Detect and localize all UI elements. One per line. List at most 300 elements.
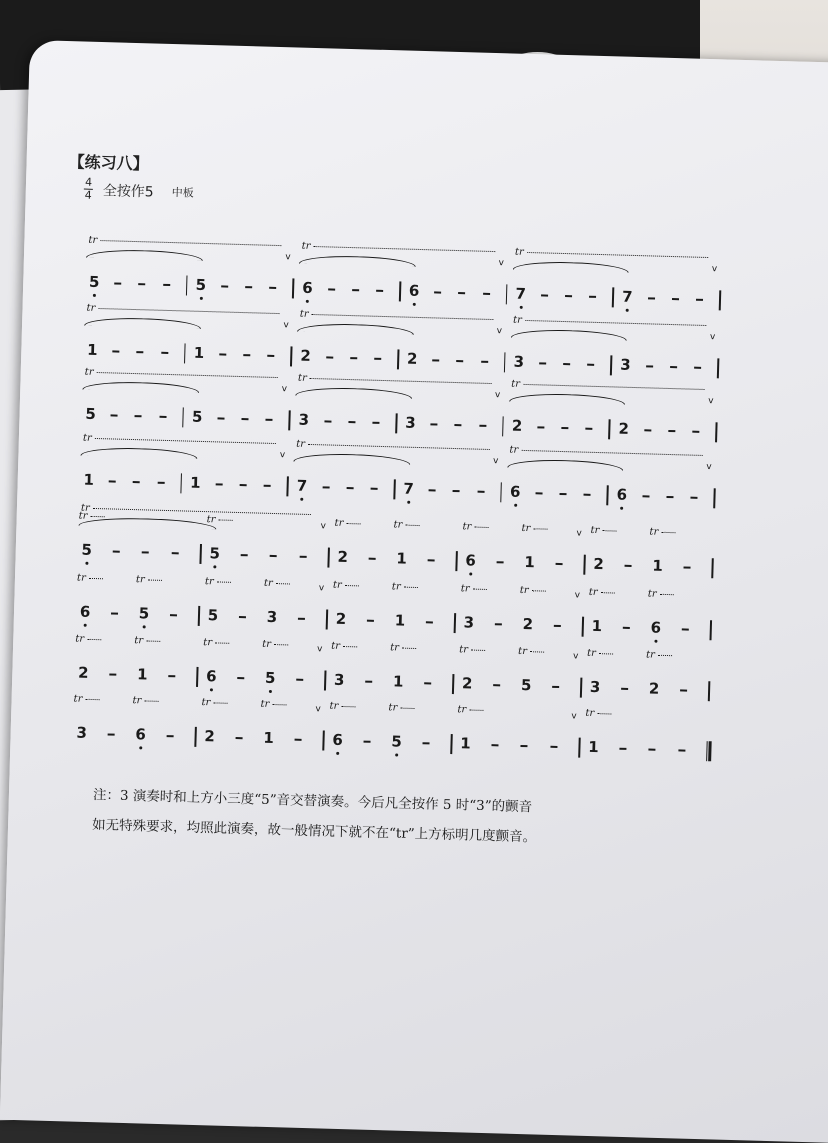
trill-mark: tr [299,308,309,320]
trill-mark: tr [509,444,519,456]
dash-mark [552,686,559,688]
note: 2 [335,609,347,629]
dash-mark [350,357,357,359]
dash-mark [481,361,488,363]
dash-mark [111,414,118,416]
trill-mark: tr [297,372,307,384]
trill-mark: tr [390,642,400,654]
note: 6 [302,278,313,297]
trill-mark: tr [388,702,398,714]
dash-mark [561,427,568,429]
slur-mark [296,387,413,399]
dash-mark [642,495,649,497]
trill-mark: tr [391,581,401,593]
note: 1 [588,737,599,757]
dash-mark [137,351,144,353]
dash-mark [560,493,567,495]
barline [397,349,399,369]
trill-mark: tr [86,302,96,314]
barline [455,551,457,571]
dash-mark [221,285,228,287]
note: 6 [650,618,662,637]
dash-mark [264,485,271,487]
barline [327,548,329,568]
dash-mark [157,482,164,484]
trill-mark: tr [132,695,142,707]
note: 1 [396,549,408,568]
trill-mark: tr [517,645,528,658]
slur-mark [294,453,411,465]
score-row [70,633,711,699]
note: 3 [333,670,345,690]
barline [324,670,326,690]
breath-mark: v [318,583,325,594]
barline [450,734,452,754]
note: 2 [511,416,523,435]
barline [198,606,200,626]
note: 7 [621,287,633,306]
dash-mark [363,741,370,743]
dash-mark [112,550,119,552]
trill-mark: tr [295,438,306,450]
breath-mark: v [498,258,505,269]
final-barline [706,741,712,761]
dash-mark [587,364,594,366]
note: 3 [266,607,278,627]
dash-mark [240,554,247,556]
dash-mark [672,298,679,300]
breath-mark: v [709,332,716,343]
note: 3 [404,413,416,432]
dash-mark [217,417,224,419]
dash-mark [243,354,250,356]
note: 3 [76,723,88,742]
barline [186,275,188,295]
note: 1 [189,473,201,492]
barline [184,343,186,363]
barline [393,479,395,499]
dash-mark [168,675,175,677]
note: 1 [591,616,603,636]
dash-mark [458,292,465,294]
dash-mark [328,288,335,290]
barline [290,346,292,366]
barline [289,410,291,430]
barline [399,281,401,301]
slur-mark [511,329,628,341]
barline [612,287,614,307]
barline [607,485,609,505]
breath-mark: v [320,521,327,532]
trill-mark: tr [75,633,85,645]
note: 5 [88,272,100,292]
note: 2 [648,679,660,698]
footnote [92,780,743,858]
slur-mark [86,249,203,261]
dash-mark [666,496,673,498]
dash-mark [648,749,655,751]
note: 2 [618,419,630,438]
barline [326,609,328,629]
dash-mark [453,490,460,492]
dash-mark [424,682,431,684]
dash-mark [668,430,675,432]
note: 3 [298,410,310,429]
note: 6 [408,281,420,300]
trill-mark: tr [511,378,521,390]
note: 2 [300,346,312,365]
time-signature-top: 4 [84,175,93,189]
dash-mark [114,282,121,284]
dash-mark [619,748,626,750]
breath-mark: v [283,320,289,331]
dash-mark [171,552,178,554]
trill-mark: tr [458,644,469,656]
note: 7 [296,476,308,495]
dash-mark [241,418,248,420]
breath-mark: v [315,704,321,715]
dash-mark [535,492,542,494]
dash-mark [690,497,697,499]
dash-mark [368,558,375,560]
score-row [72,572,713,638]
trill-mark: tr [82,432,92,444]
footnote-line-2: 如无特殊要求，均照此演奏，故一般情况下就不在“tr”上方标明几度颤音。 [91,817,537,846]
dash-mark [692,431,699,433]
trill-mark: tr [645,649,656,661]
dash-mark [477,491,484,493]
barline [194,727,196,747]
note: 1 [652,556,664,575]
trill-mark: tr [462,521,472,533]
dash-mark [266,419,273,421]
footnote-label: 注： [92,787,121,804]
dash-mark [346,487,353,489]
dash-mark [646,365,653,367]
dash-mark [563,363,570,365]
dash-mark [219,353,226,355]
breath-mark: v [279,450,286,461]
dash-mark [541,294,548,296]
dash-mark [479,425,486,427]
dash-mark [678,749,685,751]
slur-mark [78,517,216,530]
dash-mark [326,356,333,358]
note: 2 [77,663,89,682]
trill-mark: tr [76,572,86,584]
dash-mark [238,616,245,618]
trill-mark: tr [586,647,597,660]
trill-mark: tr [262,638,272,650]
breath-mark: v [571,711,577,722]
dash-mark [431,423,438,425]
barline [505,284,507,304]
dash-mark [365,681,372,683]
dash-mark [550,746,557,748]
note: 6 [332,730,344,750]
barline [580,678,582,698]
breath-mark: v [706,462,712,473]
note: 5 [264,668,276,688]
breath-mark: v [494,390,501,401]
note: 2 [522,614,534,634]
dash-mark [457,360,464,362]
dash-mark [434,291,441,293]
note: 5 [81,540,93,559]
dash-mark [237,677,244,679]
slur-mark [509,393,626,405]
breath-mark: v [572,651,579,662]
note: 5 [138,604,150,623]
note: 3 [589,677,601,697]
breath-mark: v [492,456,499,467]
dash-mark [374,358,381,360]
note: 3 [463,613,475,632]
dash-mark [493,684,500,686]
dash-mark [694,367,701,369]
breath-mark: v [281,384,288,395]
trill-mark: tr [204,576,214,588]
note: 5 [391,732,403,751]
trill-mark: tr [263,577,273,589]
trill-mark: tr [512,314,522,326]
dash-mark [352,289,359,291]
dash-mark [589,296,596,298]
dash-mark [370,488,377,490]
dash-mark [107,733,114,735]
trill-mark: tr [206,514,216,526]
dash-mark [109,480,116,482]
barline [292,278,294,298]
note: 1 [524,553,536,572]
dash-mark [425,621,432,623]
dash-mark [135,415,142,417]
trill-mark: tr [590,524,600,537]
trill-mark: tr [301,240,311,252]
barline [715,422,717,442]
note: 1 [136,665,148,684]
note: 6 [135,725,147,744]
trill-mark: tr [135,574,145,586]
breath-mark: v [708,396,714,407]
barline [719,290,721,310]
dash-mark [585,428,592,430]
dash-mark [245,286,252,288]
trill-mark: tr [332,579,342,591]
dash-mark [422,742,429,744]
dash-mark [696,299,703,301]
dash-mark [621,688,628,690]
slur-mark [80,447,197,459]
barline [196,667,198,687]
dash-mark [680,689,687,691]
trill-mark: tr [393,519,403,531]
trill-mark: tr [201,697,211,709]
dash-mark [366,620,373,622]
note: 2 [204,727,216,746]
tempo-label: 中板 [171,185,194,200]
dash-mark [494,623,501,625]
trill-mark: tr [134,635,144,647]
score-row [75,432,716,506]
breath-mark: v [711,264,718,275]
dash-mark [269,287,276,289]
dash-mark [683,566,690,568]
note: 1 [86,340,98,360]
dash-mark [166,735,173,737]
slur-mark [82,381,199,393]
note: 1 [392,672,404,691]
dash-mark [553,625,560,627]
trill-mark: tr [80,502,90,514]
note: 2 [337,547,349,567]
barline [199,544,201,564]
note: 6 [79,602,91,621]
trill-mark: tr [88,234,98,246]
barline [287,476,289,496]
score-row [77,366,718,440]
barline [610,355,612,375]
breath-mark: v [576,528,582,539]
dash-mark [322,486,329,488]
trill-mark: tr [647,588,657,600]
note: 3 [513,352,525,371]
dash-mark [644,429,651,431]
note: 1 [193,343,205,362]
breath-mark: v [285,252,291,263]
slur-mark [512,261,629,273]
footnote-line-1: 3 演奏时和上方小三度“5”音交替演奏。今后凡全按作 5 时“3”的颤音 [119,787,533,816]
trill-mark: tr [519,584,529,597]
trill-mark: tr [521,522,531,535]
trill-mark: tr [78,510,88,522]
dash-mark [142,551,149,553]
trill-mark: tr [73,693,83,705]
slur-mark [299,255,416,267]
barline [504,352,506,372]
barline [708,681,710,701]
note: 5 [191,407,203,426]
trill-mark: tr [457,704,467,716]
fingering-label: 全按作5 [102,182,154,201]
dash-mark [240,484,247,486]
barline [710,620,712,640]
dash-mark [584,494,591,496]
dash-mark [348,421,355,423]
barline [711,558,713,578]
dash-mark [432,359,439,361]
dash-mark [267,355,274,357]
breath-mark: v [316,644,323,655]
dash-mark [296,679,303,681]
dash-mark [681,628,688,630]
note: 5 [195,275,207,295]
barline [578,738,580,758]
breath-mark: v [496,326,503,337]
note: 6 [205,667,217,686]
note: 3 [620,355,631,374]
dash-mark [455,424,462,426]
dash-mark [624,565,631,567]
dash-mark [133,481,140,483]
header-meta [84,177,195,205]
note: 5 [209,544,221,563]
trill-mark: tr [84,366,94,378]
trill-mark: tr [203,637,213,649]
trill-mark: tr [260,698,270,710]
note: 1 [83,470,95,489]
dash-mark [670,366,677,368]
dash-mark [112,350,119,352]
dash-mark [647,297,654,299]
barline [713,488,715,508]
trill-mark: tr [331,640,341,652]
dash-mark [622,627,629,629]
dash-mark [235,737,242,739]
dash-mark [376,290,383,292]
breath-mark: v [574,590,581,601]
trill-mark: tr [585,707,595,720]
barline [395,413,397,433]
slur-mark [84,317,201,329]
dash-mark [496,561,503,563]
note: 5 [520,675,532,695]
note: 2 [593,554,605,574]
dash-mark [537,426,544,428]
barline [180,473,182,493]
dash-mark [539,362,546,364]
note: 1 [460,734,471,753]
slur-mark [297,323,414,335]
barline [583,555,585,575]
dash-mark [427,559,434,561]
note: 6 [509,482,521,501]
note: 1 [394,611,406,630]
trill-mark: tr [334,517,344,529]
score-row [68,693,709,759]
note: 2 [406,349,418,368]
dash-mark [297,618,304,620]
score-row [74,502,715,576]
dash-mark [215,483,222,485]
dash-mark [294,739,301,741]
barline [322,730,324,750]
note: 7 [515,284,527,303]
time-signature [84,177,94,202]
dash-mark [159,416,166,418]
barline [582,617,584,637]
dash-mark [169,614,176,616]
exercise-title: 【练习八】 [68,152,149,174]
dash-mark [324,420,331,422]
barline [182,407,184,427]
slur-mark [507,458,624,470]
barline [452,674,454,694]
trill-mark: tr [329,700,339,712]
note: 5 [207,606,219,625]
score-row [79,302,720,377]
trill-mark: tr [460,583,470,595]
dash-mark [491,744,498,746]
score-row [81,234,722,309]
dash-mark [555,563,562,565]
trill-mark: tr [649,526,659,538]
dash-mark [161,352,168,354]
barline [608,419,610,439]
time-signature-bottom: 4 [84,188,92,202]
note: 6 [616,485,628,504]
barline [502,416,504,436]
